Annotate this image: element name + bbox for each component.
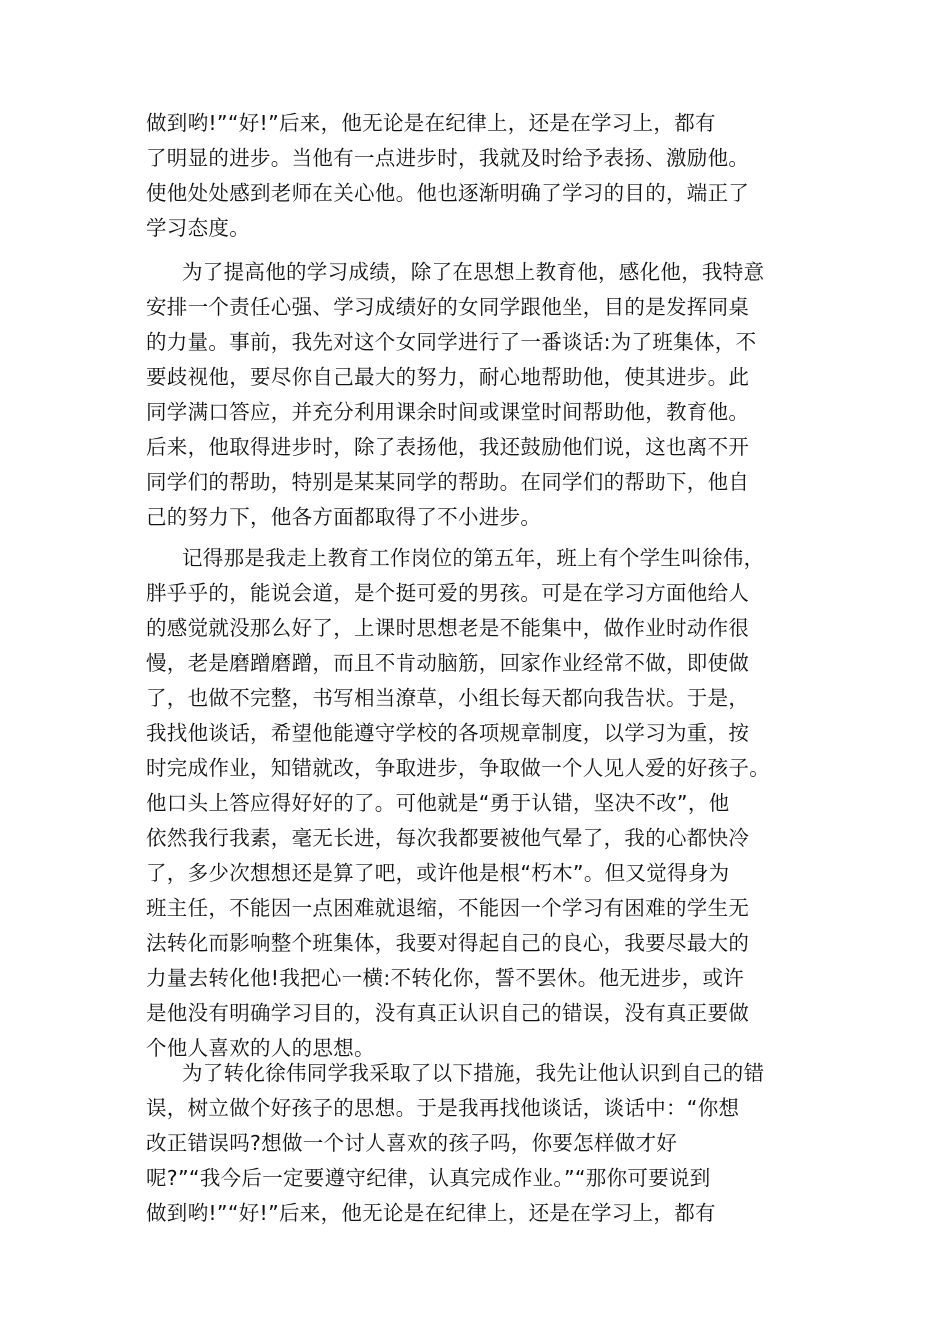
text-line: 使他处处感到老师在关心他。他也逐渐明确了学习的目的，端正了: [146, 181, 750, 205]
text-line: 同学们的帮助，特别是某某同学的帮助。在同学们的帮助下，他自: [146, 470, 750, 494]
text-line: 他口头上答应得好好的了。可他就是“勇于认错，坚决不改”，他: [146, 791, 730, 815]
text-line: 改正错误吗?想做一个讨人喜欢的孩子吗，你要怎样做才好: [146, 1131, 678, 1155]
text-line: 了，也做不完整，书写相当潦草，小组长每天都向我告状。于是，: [146, 686, 750, 710]
text-line: 个他人喜欢的人的思想。: [146, 1036, 375, 1060]
paragraph-1: [146, 106, 846, 246]
text-line: 同学满口答应，并充分利用课余时间或课堂时间帮助他，教育他。: [146, 400, 750, 424]
text-line: 做到哟!”“好!”后来，他无论是在纪律上，还是在学习上，都有: [146, 111, 716, 135]
text-line: 学习态度。: [146, 216, 250, 240]
text-line: 力量去转化他!我把心一横:不转化你，誓不罢休。他无进步，或许: [146, 966, 745, 990]
text-line: 误，树立做个好孩子的思想。于是我再找他谈话，谈话中：“你想: [146, 1096, 740, 1120]
text-line: 胖乎乎的，能说会道，是个挺可爱的男孩。可是在学习方面他给人: [146, 581, 750, 605]
paragraph-2: [146, 255, 846, 535]
text-line: 呢?”“我今后一定要遵守纪律，认真完成作业。”“那你可要说到: [146, 1166, 711, 1190]
text-line: 班主任，不能因一点困难就退缩，不能因一个学习有困难的学生无: [146, 896, 750, 920]
text-line: 法转化而影响整个班集体，我要对得起自己的良心，我要尽最大的: [146, 931, 750, 955]
text-line: 后来，他取得进步时，除了表扬他，我还鼓励他们说，这也离不开: [146, 435, 750, 459]
paragraph-4: [146, 1056, 846, 1231]
text-line: 依然我行我素，毫无长进，每次我都要被他气晕了，我的心都快冷: [146, 826, 750, 850]
text-line: 了，多少次想想还是算了吧，或许他是根“朽木”。但又觉得身为: [146, 861, 730, 885]
text-line: 做到哟!”“好!”后来，他无论是在纪律上，还是在学习上，都有: [146, 1201, 716, 1225]
text-line: 慢，老是磨蹭磨蹭，而且不肯动脑筋，回家作业经常不做，即使做: [146, 651, 750, 675]
text-line: 我找他谈话，希望他能遵守学校的各项规章制度，以学习为重，按: [146, 721, 750, 745]
text-line: 的力量。事前，我先对这个女同学进行了一番谈话:为了班集体，不: [146, 330, 757, 354]
text-line: 为了提高他的学习成绩，除了在思想上教育他，感化他，我特意: [182, 260, 765, 284]
text-line: 己的努力下，他各方面都取得了不小进步。: [146, 505, 542, 529]
text-line: 是他没有明确学习目的，没有真正认识自己的错误，没有真正要做: [146, 1001, 750, 1025]
text-line: 时完成作业，知错就改，争取进步，争取做一个人见人爱的好孩子。: [146, 756, 770, 780]
text-line: 为了转化徐伟同学我采取了以下措施，我先让他认识到自己的错: [182, 1061, 765, 1085]
text-line: 的感觉就没那么好了，上课时思想老是不能集中，做作业时动作很: [146, 616, 750, 640]
text-line: 要歧视他，要尽你自己最大的努力，耐心地帮助他，使其进步。此: [146, 365, 750, 389]
paragraph-3: [146, 541, 846, 1066]
text-line: 安排一个责任心强、学习成绩好的女同学跟他坐，目的是发挥同桌: [146, 295, 750, 319]
text-line: 了明显的进步。当他有一点进步时，我就及时给予表扬、激励他。: [146, 146, 750, 170]
text-line: 记得那是我走上教育工作岗位的第五年，班上有个学生叫徐伟，: [182, 546, 765, 570]
